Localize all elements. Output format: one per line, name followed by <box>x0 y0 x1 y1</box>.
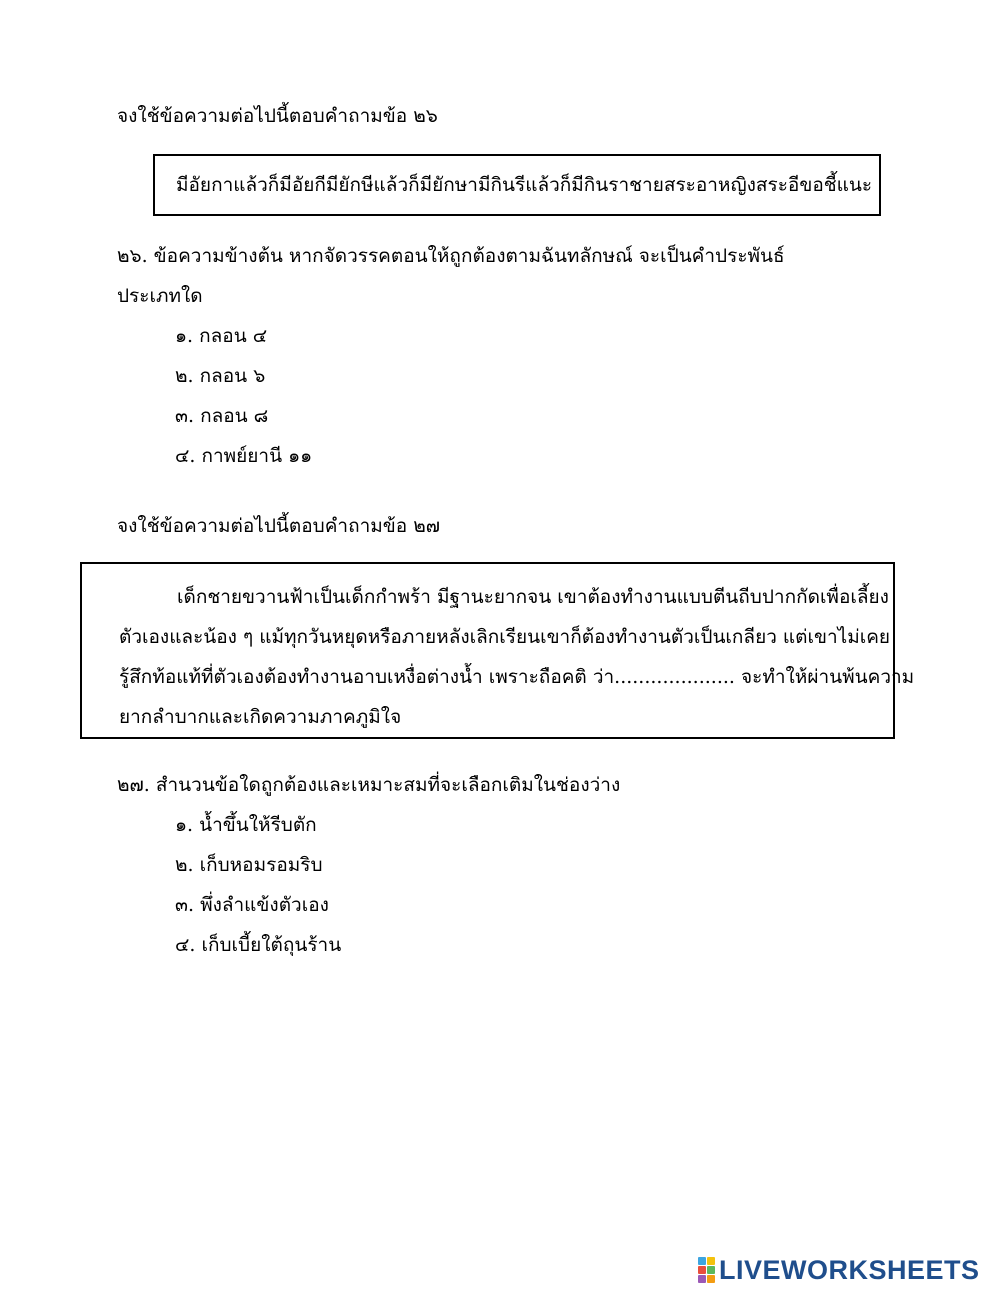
q27-option-3: ๓. พึ่งลำแข้งตัวเอง <box>175 894 329 916</box>
q27-option-4: ๔. เก็บเบี้ยใต้ถุนร้าน <box>175 934 342 956</box>
logo-block <box>698 1275 706 1283</box>
logo-block <box>707 1257 715 1265</box>
q27-option-2: ๒. เก็บหอมรอมริบ <box>175 854 323 876</box>
passage-27-line3: รู้สึกท้อแท้ที่ตัวเองต้องทำงานอาบเหงื่อต่างน้ำ เพราะถือคติ ว่า.................... จะทำให้ผ่านพ้นความ <box>119 666 915 688</box>
question-26-line1: ๒๖. ข้อความข้างต้น หากจัดวรรคตอนให้ถูกต้องตามฉันทลักษณ์ จะเป็นคำประพันธ์ <box>117 245 785 267</box>
logo-block <box>698 1266 706 1274</box>
passage-26-text: มีอัยกาแล้วก็มีอัยกีมียักษีแล้วก็มียักษามีกินรีแล้วก็มีกินราชายสระอาหญิงสระอีขอชี้แนะ <box>176 174 873 196</box>
q26-option-2: ๒. กลอน ๖ <box>175 365 266 387</box>
q26-option-4: ๔. กาพย์ยานี ๑๑ <box>175 445 313 467</box>
logo-text: LIVEWORKSHEETS <box>719 1254 980 1285</box>
q27-option-1: ๑. น้ำขึ้นให้รีบตัก <box>175 814 317 836</box>
logo-block <box>698 1257 706 1265</box>
logo-block <box>707 1275 715 1283</box>
liveworksheets-logo <box>698 1255 980 1285</box>
question-26-line2: ประเภทใด <box>117 285 203 307</box>
question-27-line1: ๒๗. สำนวนข้อใดถูกต้องและเหมาะสมที่จะเลือกเติมในช่องว่าง <box>117 774 621 796</box>
q26-option-1: ๑. กลอน ๔ <box>175 325 268 347</box>
instruction-27: จงใช้ข้อความต่อไปนี้ตอบคำถามข้อ ๒๗ <box>117 515 441 537</box>
logo-blocks-icon <box>698 1257 715 1283</box>
passage-27-line4: ยากลำบากและเกิดความภาคภูมิใจ <box>119 706 402 728</box>
passage-box-27 <box>80 562 915 739</box>
instruction-26: จงใช้ข้อความต่อไปนี้ตอบคำถามข้อ ๒๖ <box>117 105 438 127</box>
q26-option-3: ๓. กลอน ๘ <box>175 405 269 427</box>
logo-block <box>707 1266 715 1274</box>
passage-27-line1: เด็กชายขวานฟ้าเป็นเด็กกำพร้า มีฐานะยากจน เขาต้องทำงานแบบตีนถีบปากกัดเพื่อเลี้ยง <box>177 586 889 608</box>
passage-box-26 <box>153 154 881 216</box>
passage-27-line2: ตัวเองและน้อง ๆ แม้ทุกวันหยุดหรือภายหลังเลิกเรียนเขาก็ต้องทำงานตัวเป็นเกลียว แต่เขาไม่เคย <box>119 626 891 648</box>
